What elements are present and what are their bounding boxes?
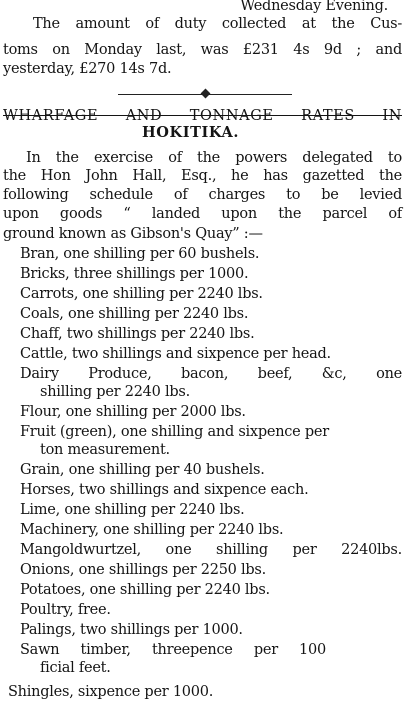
- schedule-item: Bran, one shilling per 60 bushels.: [20, 246, 260, 262]
- intro-line: In the exercise of the powers delegated to: [26, 150, 402, 166]
- schedule-item: Machinery, one shilling per 2240 lbs.: [20, 522, 284, 538]
- schedule-item: Potatoes, one shilling per 2240 lbs.: [20, 582, 270, 598]
- schedule-item: Carrots, one shilling per 2240 lbs.: [20, 286, 263, 302]
- schedule-item: Onions, one shillings per 2250 lbs.: [20, 562, 266, 578]
- article-heading: WHARFAGE AND TONNAGE RATES IN: [3, 108, 402, 124]
- article-heading-place: HOKITIKA.: [142, 124, 240, 141]
- schedule-item: Sawn timber, threepence per 100: [20, 642, 326, 658]
- schedule-item: Grain, one shilling per 40 bushels.: [20, 462, 265, 478]
- schedule-item: Shingles, sixpence per 1000.: [8, 684, 214, 700]
- schedule-item: Flour, one shilling per 2000 lbs.: [20, 404, 246, 420]
- intro-line: following schedule of charges to be levied: [3, 187, 402, 203]
- schedule-item: Lime, one shilling per 2240 lbs.: [20, 502, 245, 518]
- intro-line: ground known as Gibson's Quay” :—: [3, 226, 263, 242]
- schedule-item-continued: ton measurement.: [40, 442, 170, 458]
- schedule-item: Coals, one shilling per 2240 lbs.: [20, 306, 249, 322]
- schedule-item: Chaff, two shillings per 2240 lbs.: [20, 326, 255, 342]
- divider-ornament: [201, 89, 211, 99]
- schedule-item-continued: shilling per 2240 lbs.: [40, 384, 190, 400]
- schedule-item: Dairy Produce, bacon, beef, &c, one: [20, 366, 402, 382]
- dateline: Wednesday Evening.: [240, 0, 388, 14]
- schedule-item: Fruit (green), one shilling and sixpence per: [20, 424, 329, 440]
- customs-report-line: yesterday, £270 14s 7d.: [3, 61, 172, 77]
- customs-report-line: toms on Monday last, was £231 4s 9d ; and: [3, 42, 402, 58]
- schedule-item: Mangoldwurtzel, one shilling per 2240lbs.: [20, 542, 402, 558]
- schedule-item: Cattle, two shillings and sixpence per head.: [20, 346, 331, 362]
- schedule-item: Palings, two shillings per 1000.: [20, 622, 243, 638]
- schedule-item: Horses, two shillings and sixpence each.: [20, 482, 309, 498]
- customs-report-line: The amount of duty collected at the Cus-: [33, 16, 402, 32]
- schedule-item: Poultry, free.: [20, 602, 111, 618]
- schedule-item-continued: ficial feet.: [40, 660, 111, 676]
- schedule-item: Bricks, three shillings per 1000.: [20, 266, 249, 282]
- intro-line: upon goods “ landed upon the parcel of: [3, 206, 402, 222]
- intro-line: the Hon John Hall, Esq., he has gazetted the: [3, 168, 402, 184]
